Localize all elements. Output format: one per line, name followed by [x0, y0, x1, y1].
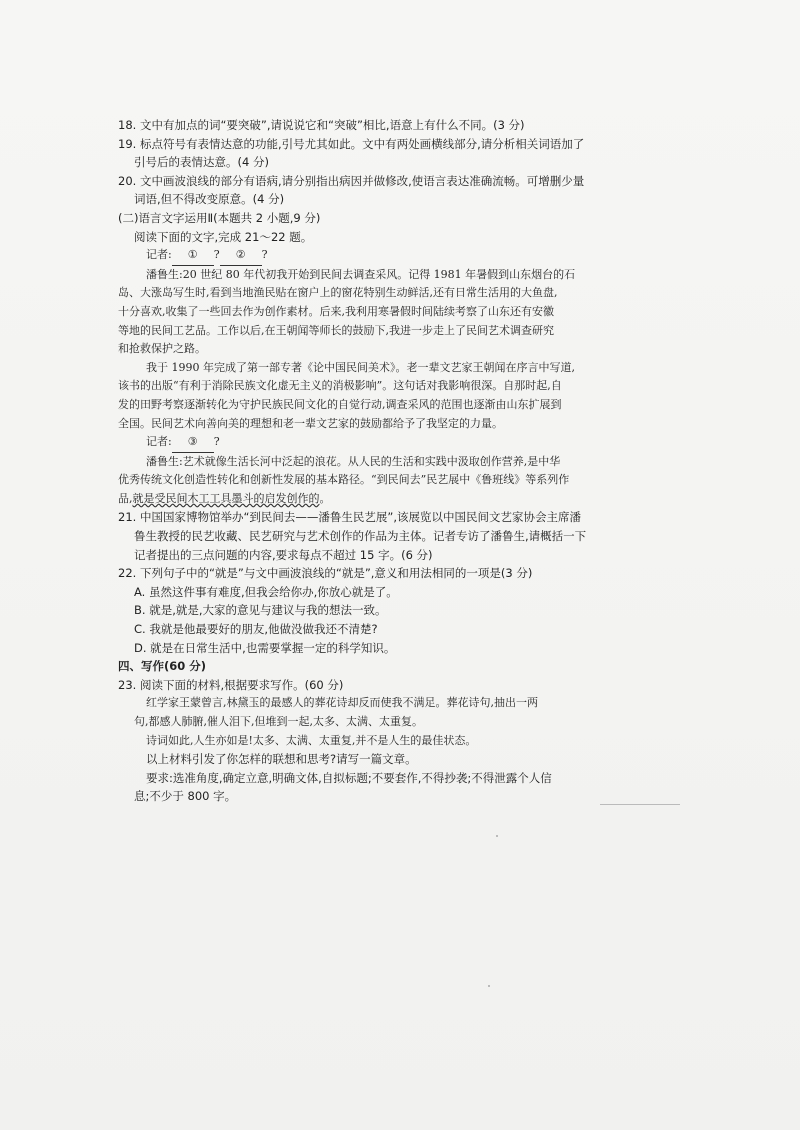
answer-2-line3: 发的田野考察逐渐转化为守护民族民间文化的自觉行动,调查采风的范围也逐渐由山东扩展到 [118, 397, 562, 411]
question-23: 23. 阅读下面的材料,根据要求写作。(60 分) [118, 677, 344, 692]
material-2: 诗词如此,人生亦如是!太多、太满、太重复,并不是人生的最佳状态。 [146, 733, 477, 747]
reporter-label: 记者: [146, 435, 172, 449]
material-1-line2: 句,都感人肺腑,催人泪下,但堆到一起,太多、太满、太重复。 [134, 715, 423, 728]
question-mark: ? [213, 435, 220, 449]
material-3: 以上材料引发了你怎样的联想和思考?请写一篇文章。 [146, 752, 417, 767]
answer-1-line1: 潘鲁生:20 世纪 80 年代初我开始到民间去调查采风。记得 1981 年暑假到山东烟台的石 [146, 267, 576, 281]
section-2-instruction: 阅读下面的文字,完成 21～22 题。 [134, 229, 313, 244]
wavy-underlined-text: 就是受民间木工工具墨斗的启发创作的 [132, 491, 320, 505]
question-22-stem: 22. 下列句子中的“就是”与文中画波浪线的“就是”,意义和用法相同的一项是(3 分) [118, 566, 533, 581]
answer-1-line2: 岛、大涨岛写生时,看到当地渔民贴在窗户上的窗花特别生动鲜活,还有日常生活用的大鱼盘, [118, 286, 558, 300]
question-19-line2: 引号后的表情达意。(4 分) [134, 155, 269, 170]
reporter-question-3 [118, 433, 678, 453]
exam-content [118, 116, 678, 806]
scan-speck [496, 835, 498, 837]
question-18: 18. 文中有加点的词“要突破”,请说说它和“突破”相比,语意上有什么不同。(3 分) [118, 118, 525, 132]
question-mark: ? [213, 248, 220, 262]
answer-2-line4: 全国。民间艺术向善向美的理想和老一辈文艺家的鼓励都给予了我坚定的力量。 [118, 416, 503, 430]
material-1-line1: 红学家王蒙曾言,林黛玉的最感人的葬花诗却反而使我不满足。葬花诗句,抽出一两 [146, 696, 538, 710]
answer-3-line3 [118, 490, 678, 509]
section-4-heading: 四、写作(60 分) [118, 659, 207, 674]
answer-1-line4: 等地的民间工艺品。工作以后,在王朝闻等师长的鼓励下,我进一步走上了民间艺术调查研究 [118, 323, 554, 337]
answer-2-line2: 该书的出版“有利于消除民族文化虚无主义的消极影响”。这句话对我影响很深。自那时起,自 [118, 379, 562, 393]
blank-2: ② [220, 246, 262, 266]
period: 。 [319, 491, 331, 505]
question-mark: ? [261, 248, 268, 262]
answer-3-line2: 优秀传统文化创造性转化和创新性发展的基本路径。“到民间去”民艺展中《鲁班线》等系列作 [118, 473, 570, 487]
answer-2-line1: 我于 1990 年完成了第一部专著《论中国民间美术》。老一辈文艺家王朝闻在序言中写道, [146, 360, 575, 374]
requirements-line2: 息;不少于 800 字。 [134, 789, 237, 804]
option-c: C. 我就是他最要好的朋友,他做没做我还不清楚? [134, 622, 378, 637]
answer-3-text: 品, [118, 491, 133, 505]
scan-artifact-line [600, 804, 680, 805]
question-19-line1: 19. 标点符号有表情达意的功能,引号尤其如此。文中有两处画横线部分,请分析相关词语加了 [118, 136, 585, 151]
requirements-line1: 要求:选准角度,确定立意,明确文体,自拟标题;不要套作,不得抄袭;不得泄露个人信 [146, 770, 552, 785]
blank-3: ③ [172, 433, 214, 453]
blank-1: ① [172, 246, 214, 266]
option-d: D. 就是在日常生活中,也需要掌握一定的科学知识。 [134, 640, 396, 655]
question-21-line1: 21. 中国国家博物馆举办“到民间去——潘鲁生民艺展”,该展览以中国民间文艺家协会主席潘 [118, 510, 582, 525]
scan-speck [488, 985, 490, 987]
question-20-line2: 词语,但不得改变原意。(4 分) [134, 192, 285, 207]
question-20-line1: 20. 文中画波浪线的部分有语病,请分别指出病因并做修改,使语言表达准确流畅。可增删少量 [118, 173, 585, 188]
question-21-line3: 记者提出的三点问题的内容,要求每点不超过 15 字。(6 分) [134, 547, 433, 562]
option-b: B. 就是,就是,大家的意见与建议与我的想法一致。 [134, 603, 387, 618]
reporter-question-1-2 [118, 246, 678, 266]
question-21-line2: 鲁生教授的民艺收藏、民艺研究与艺术创作的作品为主体。记者专访了潘鲁生,请概括一下 [134, 529, 587, 544]
answer-1-line3: 十分喜欢,收集了一些回去作为创作素材。后来,我利用寒暑假时间陆续考察了山东还有安徽 [118, 304, 554, 318]
option-a: A. 虽然这件事有难度,但我会给你办,你放心就是了。 [134, 584, 398, 599]
section-2-heading: (二)语言文字运用Ⅱ(本题共 2 小题,9 分) [118, 210, 321, 225]
answer-1-line5: 和抢救保护之路。 [118, 342, 206, 356]
reporter-label: 记者: [146, 248, 172, 262]
answer-3-line1: 潘鲁生:艺术就像生活长河中泛起的浪花。从人民的生活和实践中汲取创作营养,是中华 [146, 454, 561, 468]
